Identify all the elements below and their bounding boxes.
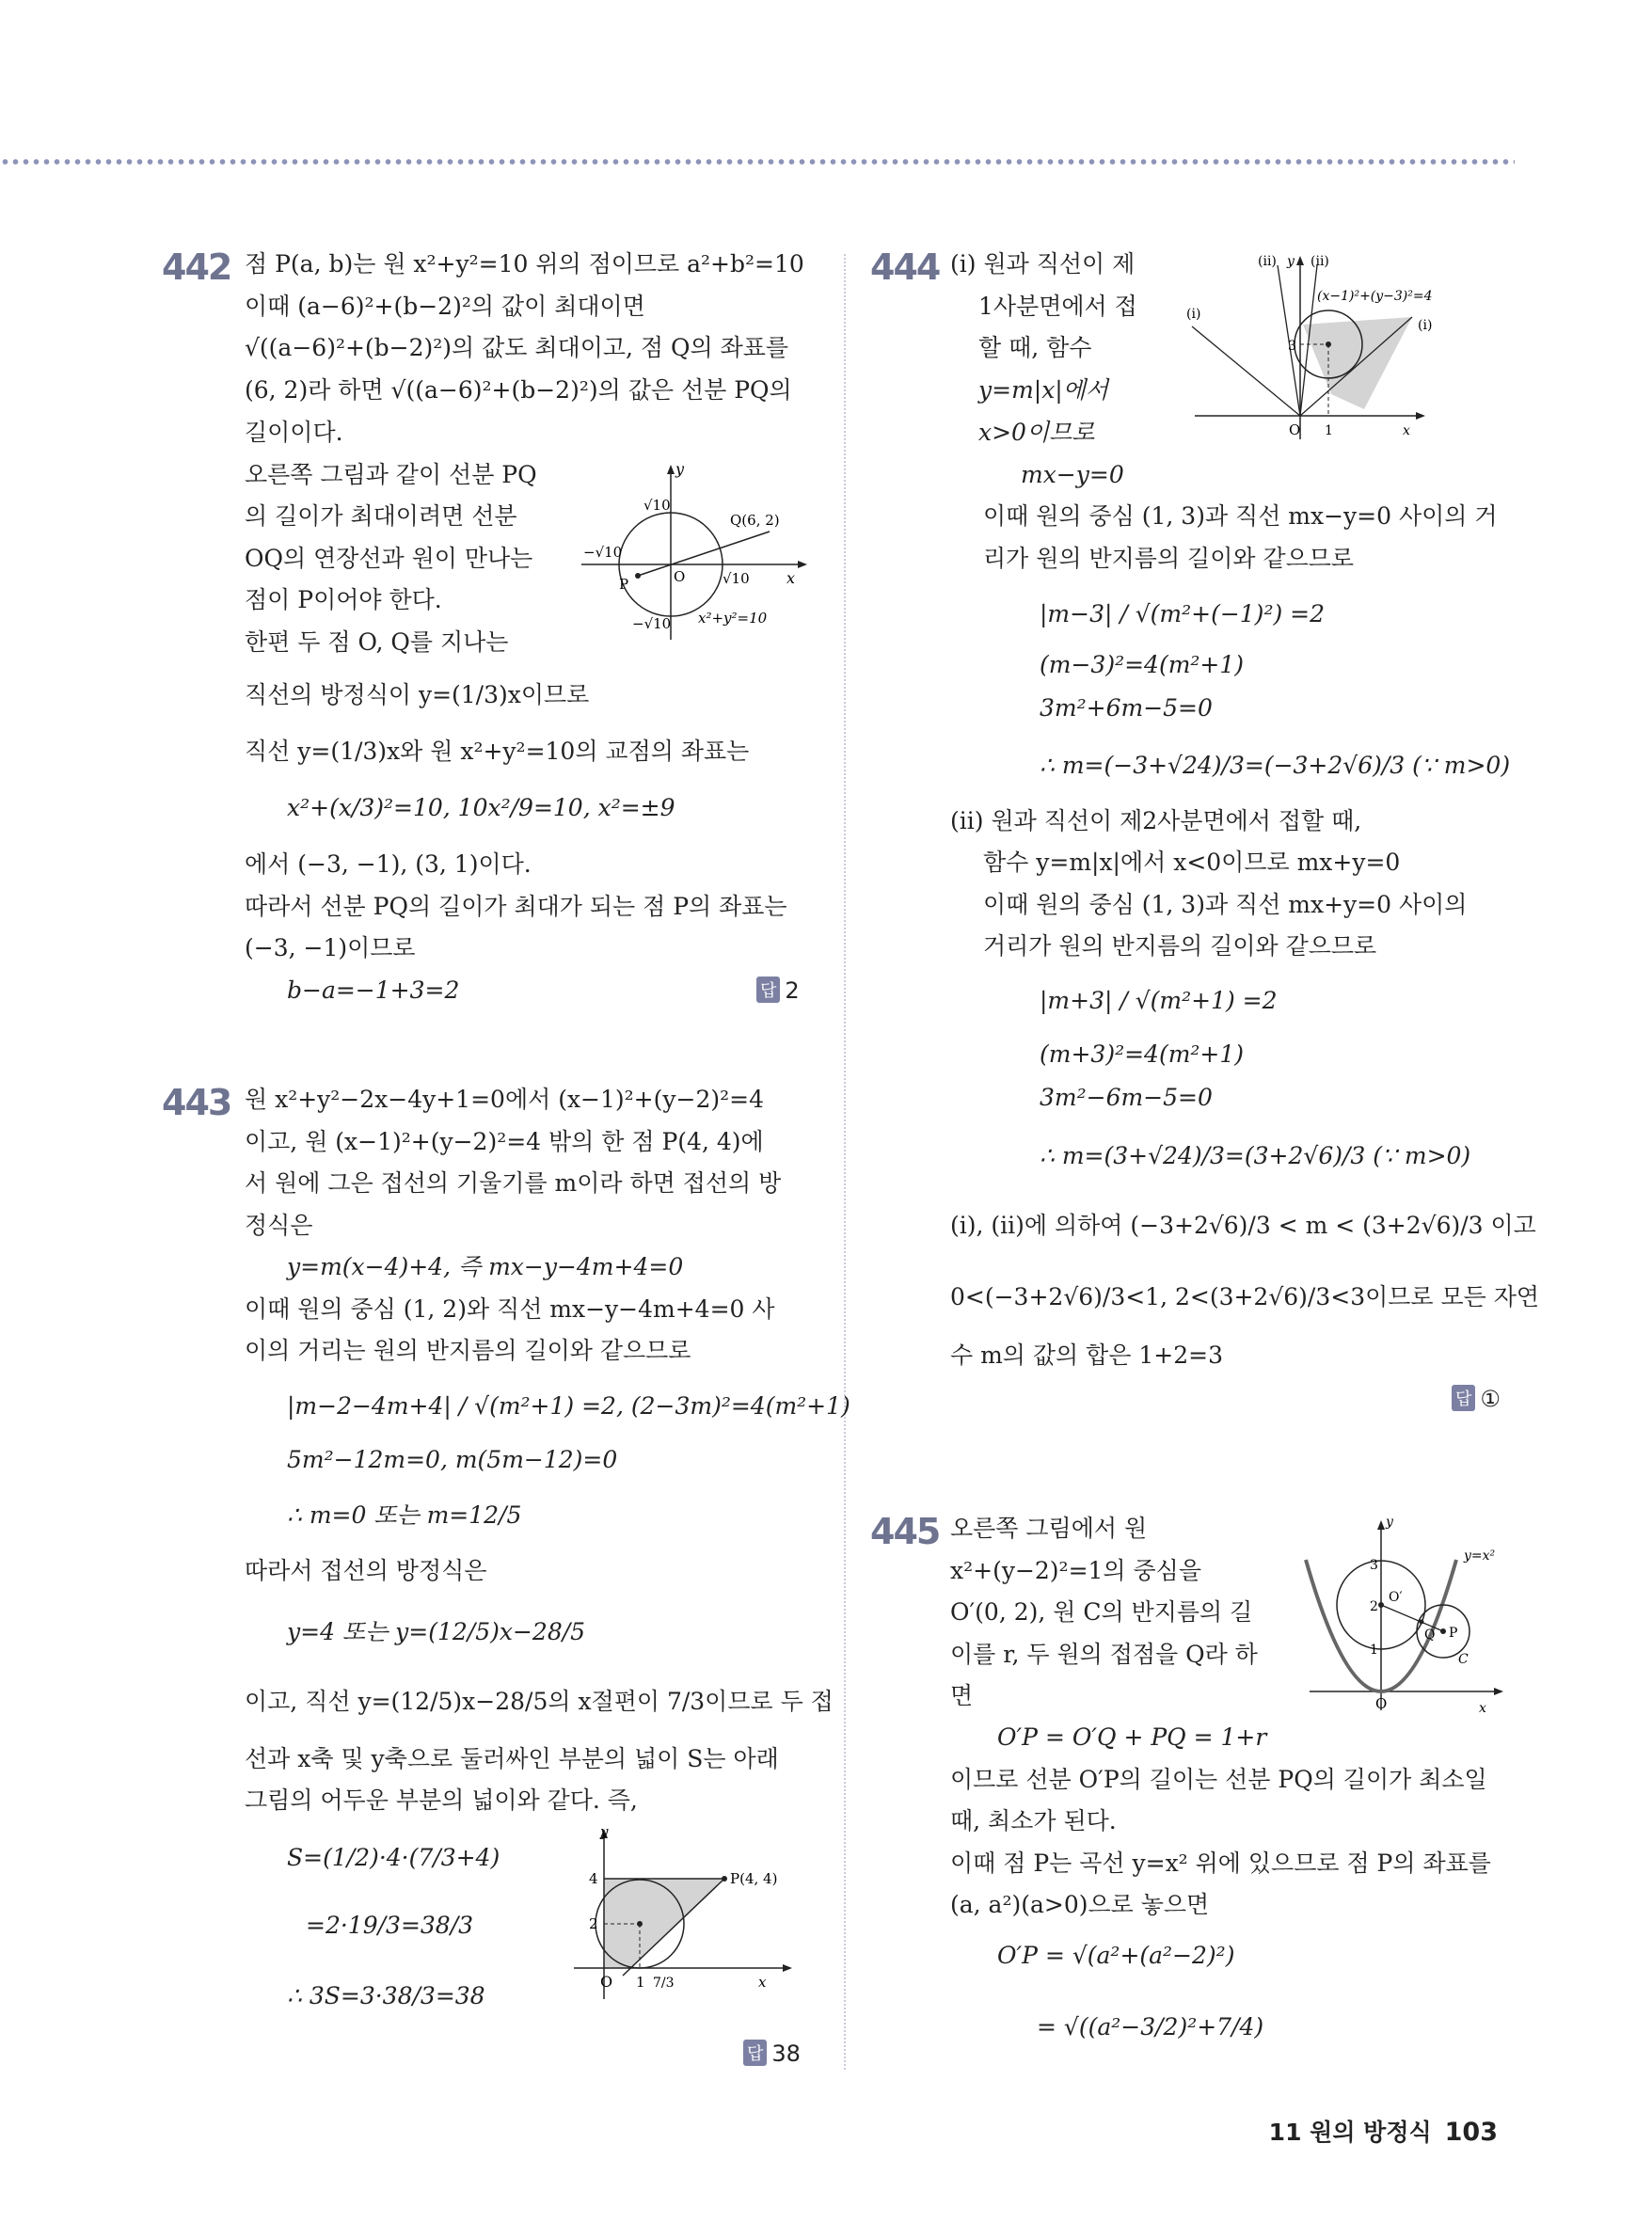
equation-line: = √((a²−3/2)²+7/4) [1037,2013,1264,2040]
text-line: (i), (ii)에 의하여 (−3+2√6)/3 < m < (3+2√6)/3 이고 [950,1212,1536,1239]
text-line: 함수 y=m|x|에서 x<0이므로 mx+y=0 [983,849,1401,876]
text-line: (ii) 원과 직선이 제2사분면에서 접할 때, [950,807,1362,834]
point-label-p: P(4, 4) [730,1870,778,1887]
text-line: 오른쪽 그림에서 원 [950,1515,1148,1542]
equation-line: |m−3| / √(m²+(−1)²) =2 [1040,600,1326,627]
x-axis-label: x [786,569,796,587]
text-line: (a, a²)(a>0)으로 놓으면 [950,1891,1210,1918]
text-line: 에서 (−3, −1), (3, 1)이다. [245,850,532,878]
text-line: 0<(−3+2√6)/3<1, 2<(3+2√6)/3<3이므로 모든 자연 [950,1283,1540,1310]
tick-label: −√10 [632,615,672,632]
origin-label: O [1289,421,1301,438]
tick-label: √10 [723,570,750,587]
tick-label: 4 [589,1870,598,1887]
answer-tag: 답 [1452,1385,1475,1411]
text-line: 이때 원의 중심 (1, 3)과 직선 mx+y=0 사이의 [983,891,1468,918]
figure-443 [574,1825,800,2009]
text-line: 면 [950,1682,974,1709]
text-line: 이때 점 P는 곡선 y=x² 위에 있으므로 점 P의 좌표를 [950,1850,1491,1877]
text-line: 할 때, 함수 [978,334,1092,361]
text-line: 길이이다. [245,419,343,446]
answer-value: 38 [771,2040,801,2067]
text-line: 한편 두 점 O, Q를 지나는 [245,628,509,656]
line-label-ii: (ii) [1258,254,1277,269]
line-label-i: (i) [1186,307,1201,322]
text-line: O′(0, 2), 원 C의 반지름의 길 [950,1598,1253,1626]
chapter-title: 11 원의 방정식 [1268,2119,1432,2146]
point-label-p: P [1449,1626,1458,1641]
text-line: 이고, 직선 y=(12/5)x−28/5의 x절편이 7/3이므로 두 접 [245,1688,834,1715]
origin-label: O [600,1973,613,1991]
text-line: 직선 y=(1/3)x와 원 x²+y²=10의 교점의 좌표는 [245,738,750,765]
text-line: 이므로 선분 O′P의 길이는 선분 PQ의 길이가 최소일 [950,1766,1487,1793]
text-line: (−3, −1)이므로 [245,934,416,961]
circle-label-c: C [1458,1652,1469,1667]
answer-443 [743,2040,801,2067]
equation-line: y=4 또는 y=(12/5)x−28/5 [287,1618,586,1645]
column-divider [844,254,846,2070]
text-line: (6, 2)라 하면 √((a−6)²+(b−2)²)의 값은 선분 PQ의 [245,376,792,404]
answer-442 [756,977,800,1004]
equation-line: mx−y=0 [1021,461,1124,488]
text-line: 서 원에 그은 접선의 기울기를 m이라 하면 접선의 방 [245,1169,782,1197]
tick-label: 1 [636,1974,645,1991]
answer-tag: 답 [756,977,780,1003]
equation-line: 3m²+6m−5=0 [1040,694,1213,722]
text-line: 정식은 [245,1212,313,1239]
y-axis-label: y [600,1825,609,1840]
top-dotted-rule [0,158,1515,166]
equation-line: x²+(x/3)²=10, 10x²/9=10, x²=±9 [287,794,675,821]
equation-line: ∴ m=0 또는 m=12/5 [287,1501,522,1529]
text-line: 이의 거리는 원의 반지름의 길이와 같으므로 [245,1337,691,1364]
figure-445 [1300,1515,1509,1717]
text-line: 직선의 방정식이 y=(1/3)x이므로 [245,681,590,708]
text-line: 오른쪽 그림과 같이 선분 PQ [245,461,537,488]
tick-label: 3 [1370,1558,1378,1573]
page-footer [1269,2114,1498,2148]
text-line: 원 x²+y²−2x−4y+1=0에서 (x−1)²+(y−2)²=4 [245,1086,764,1113]
text-line: 거리가 원의 반지름의 길이와 같으므로 [983,932,1377,960]
equation-line: O′P = O′Q + PQ = 1+r [997,1723,1267,1751]
figure-444 [1171,248,1512,451]
text-line: √((a−6)²+(b−2)²)의 값도 최대이고, 점 Q의 좌표를 [245,334,789,361]
text-line: OQ의 연장선과 원이 만나는 [245,545,533,572]
circle-equation-label: x²+y²=10 [698,610,768,627]
equation-line: ∴ 3S=3·38/3=38 [287,1982,485,2009]
x-axis-label: x [1403,423,1410,438]
problem-number-443: 443 [162,1082,231,1123]
answer-444 [1452,1385,1501,1412]
origin-label: O [674,568,686,585]
text-line: 이때 원의 중심 (1, 2)와 직선 mx−y−4m+4=0 사 [245,1295,775,1323]
tick-label: 1 [1370,1643,1378,1658]
equation-line: (m+3)²=4(m²+1) [1040,1040,1245,1068]
tick-label: √10 [643,497,671,514]
line-label-i: (i) [1418,318,1433,333]
text-line: 이고, 원 (x−1)²+(y−2)²=4 밖의 한 점 P(4, 4)에 [245,1128,764,1155]
tick-label: 2 [589,1915,598,1932]
text-line: 선과 x축 및 y축으로 둘러싸인 부분의 넓이 S는 아래 [245,1745,779,1772]
text-line: (i) 원과 직선이 제 [950,250,1136,278]
center-label: O′ [1389,1590,1403,1605]
equation-line: |m−2−4m+4| / √(m²+1) =2, (2−3m)²=4(m²+1) [287,1392,850,1420]
tick-label: 1 [1325,423,1333,438]
text-line: 의 길이가 최대이려면 선분 [245,502,517,530]
text-line: 점이 P이어야 한다. [245,586,442,613]
equation-line: 5m²−12m=0, m(5m−12)=0 [287,1446,618,1473]
tick-label: −√10 [583,544,623,561]
page-number: 103 [1444,2118,1498,2147]
point-label-p: P [619,576,629,593]
problem-number-444: 444 [870,246,940,288]
circle-equation-label: (x−1)²+(y−3)²=4 [1317,289,1433,304]
equation-line: y=m(x−4)+4, 즉 mx−y−4m+4=0 [287,1253,684,1280]
x-axis-label: x [758,1974,767,1991]
tick-label: 7/3 [653,1976,675,1991]
text-line: 수 m의 값의 합은 1+2=3 [950,1342,1224,1369]
tick-label: 3 [1288,339,1296,354]
text-line: 이를 r, 두 원의 접점을 Q라 하 [950,1641,1258,1668]
text-line: 따라서 선분 PQ의 길이가 최대가 되는 점 P의 좌표는 [245,893,787,920]
y-axis-label: y [1386,1515,1393,1530]
answer-tag: 답 [743,2040,767,2066]
tick-label: 2 [1370,1599,1378,1614]
x-axis-label: x [1479,1701,1486,1716]
text-line: 때, 최소가 된다. [950,1807,1117,1834]
figure-442 [581,461,812,640]
problem-number-442: 442 [162,246,231,288]
problem-number-445: 445 [870,1511,940,1552]
text-line: 이때 원의 중심 (1, 3)과 직선 mx−y=0 사이의 거 [983,502,1498,530]
equation-line: S=(1/2)·4·(7/3+4) [287,1844,500,1871]
origin-label: O [1375,1695,1388,1712]
equation-line: b−a=−1+3=2 [287,977,460,1004]
text-line: 1사분면에서 접 [978,293,1137,320]
answer-value: 2 [785,977,800,1004]
text-line: x²+(y−2)²=1의 중심을 [950,1557,1201,1584]
y-axis-label: y [675,461,685,478]
point-label-q: Q(6, 2) [730,512,780,529]
text-line: 그림의 어두운 부분의 넓이와 같다. 즉, [245,1786,638,1814]
equation-line: O′P = √(a²+(a²−2)²) [997,1942,1235,1969]
equation-line: ∴ m=(−3+√24)/3=(−3+2√6)/3 (∵ m>0) [1040,752,1511,779]
point-label-q: Q [1424,1628,1436,1643]
text-line: 리가 원의 반지름의 길이와 같으므로 [983,545,1355,572]
line-label-ii: (ii) [1310,254,1329,269]
equation-line: 3m²−6m−5=0 [1040,1084,1213,1111]
curve-label: y=x² [1464,1548,1496,1564]
text-line: 이때 (a−6)²+(b−2)²의 값이 최대이면 [245,293,645,320]
text-line: 점 P(a, b)는 원 x²+y²=10 위의 점이므로 a²+b²=10 [245,250,804,278]
equation-line: =2·19/3=38/3 [306,1912,474,1939]
answer-value: ① [1480,1386,1501,1412]
equation-line: |m+3| / √(m²+1) =2 [1040,987,1278,1014]
equation-line: (m−3)²=4(m²+1) [1040,651,1245,678]
y-axis-label: y [1287,254,1295,269]
equation-line: ∴ m=(3+√24)/3=(3+2√6)/3 (∵ m>0) [1040,1142,1471,1169]
text-line: y=m|x|에서 [978,376,1109,404]
text-line: 따라서 접선의 방정식은 [245,1557,487,1584]
text-line: x>0이므로 [978,419,1095,446]
